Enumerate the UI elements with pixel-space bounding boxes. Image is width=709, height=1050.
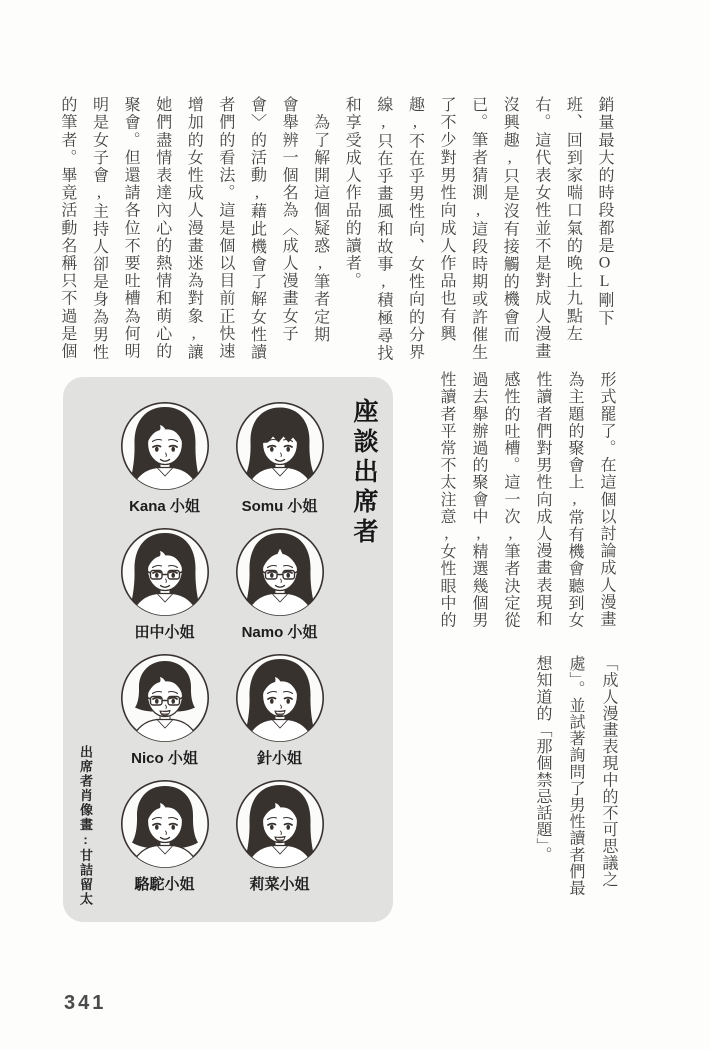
text-column: 會舉辨一個名為〈成人漫畫女子 bbox=[280, 96, 298, 343]
text-column: 的筆者。畢竟活動名稱只不過是個 bbox=[58, 96, 76, 360]
roster-cell-namo bbox=[222, 527, 337, 642]
portrait-label: Nico 小姐 bbox=[131, 750, 198, 767]
roster-title: 座談出席者 bbox=[350, 398, 378, 548]
text-column: 線,只在乎畫風和故事,積極尋找 bbox=[374, 96, 392, 362]
body-text-middle bbox=[428, 371, 622, 637]
portrait-rina-illustration bbox=[235, 779, 325, 869]
text-column: 性讀者們對男性向成人漫畫表現和 bbox=[534, 371, 551, 628]
portrait-label: Namo 小姐 bbox=[241, 624, 318, 641]
portrait-kana-illustration bbox=[120, 401, 210, 491]
text-column: 者們的看法。這是個以目前正快速 bbox=[216, 96, 234, 360]
text-column: 過去舉辦過的聚會中,精選幾個男 bbox=[470, 371, 487, 629]
text-column: 會〉的活動,藉此機會了解女性讀 bbox=[248, 96, 266, 361]
text-column: 班、回到家喘口氣的晚上九點左 bbox=[564, 96, 582, 343]
portrait-namo-illustration bbox=[235, 527, 325, 617]
text-column: 性讀者平常不太注意,女性眼中的 bbox=[438, 371, 455, 629]
text-column: 已。筆者猜測,這段時期或許催生 bbox=[469, 96, 487, 361]
text-column: 增加的女性成人漫畫迷為對象,讓 bbox=[185, 96, 203, 361]
roster-cell-hari bbox=[222, 653, 337, 768]
portrait-label: 駱駝小姐 bbox=[134, 876, 195, 893]
portrait-somu-illustration bbox=[235, 401, 325, 491]
text-column: 為主題的聚會上,常有機會聽到女 bbox=[566, 371, 583, 629]
roster-grid bbox=[107, 401, 337, 894]
portrait-hari-illustration bbox=[235, 653, 325, 743]
roster-cell-rakuda bbox=[107, 779, 222, 894]
roster-panel bbox=[63, 377, 393, 922]
portrait-rakuda-illustration bbox=[120, 779, 210, 869]
roster-cell-nico bbox=[107, 653, 222, 768]
text-column: 形式罷了。在這個以討論成人漫畫 bbox=[598, 371, 615, 628]
text-column: 沒興趣,只是沒有接觸的機會而 bbox=[501, 96, 519, 344]
text-column: 她們盡情表達內心的熱情和萌心的 bbox=[153, 96, 171, 360]
roster-cell-kana bbox=[107, 401, 222, 516]
roster-cell-rina bbox=[222, 779, 337, 894]
portrait-label: 針小姐 bbox=[256, 750, 302, 767]
text-column: 為了解開這個疑惑,筆者定期 bbox=[311, 96, 329, 344]
text-column: 銷量最大的時段都是OL剛下 bbox=[596, 96, 613, 327]
text-column: 聚會。但還請各位不要吐槽為何明 bbox=[122, 96, 140, 360]
portrait-label: 田中小姐 bbox=[134, 624, 195, 641]
text-column: 和享受成人作品的讀者。 bbox=[343, 96, 361, 290]
text-column: 感性的吐槽。這一次,筆者決定從 bbox=[502, 371, 519, 629]
body-text-top bbox=[49, 96, 620, 372]
portrait-label: 莉菜小姐 bbox=[249, 876, 310, 893]
text-column: 了不少對男性向成人作品也有興 bbox=[438, 96, 456, 343]
text-column: 「成人漫畫表現中的不可思議之 bbox=[600, 655, 617, 888]
text-column: 處」。並試著詢問了男性讀者們最 bbox=[567, 655, 584, 896]
roster-credit: 出席者肖像畫:甘詰留太 bbox=[78, 745, 93, 907]
text-column: 想知道的「那個禁忌話題」。 bbox=[534, 655, 551, 863]
portrait-label: Kana 小姐 bbox=[129, 498, 200, 515]
portrait-nico-illustration bbox=[120, 653, 210, 743]
pull-quote bbox=[523, 655, 625, 913]
text-column: 右。這代表女性並不是對成人漫畫 bbox=[532, 96, 550, 360]
page-number: 341 bbox=[64, 992, 107, 1014]
roster-cell-tanaka bbox=[107, 527, 222, 642]
portrait-label: Somu 小姐 bbox=[241, 498, 318, 515]
portrait-tanaka-illustration bbox=[120, 527, 210, 617]
roster-cell-somu bbox=[222, 401, 337, 516]
text-column: 趣,不在乎男性向、女性向的分界 bbox=[406, 96, 424, 361]
text-column: 明是女子會,主持人卻是身為男性 bbox=[90, 96, 108, 361]
